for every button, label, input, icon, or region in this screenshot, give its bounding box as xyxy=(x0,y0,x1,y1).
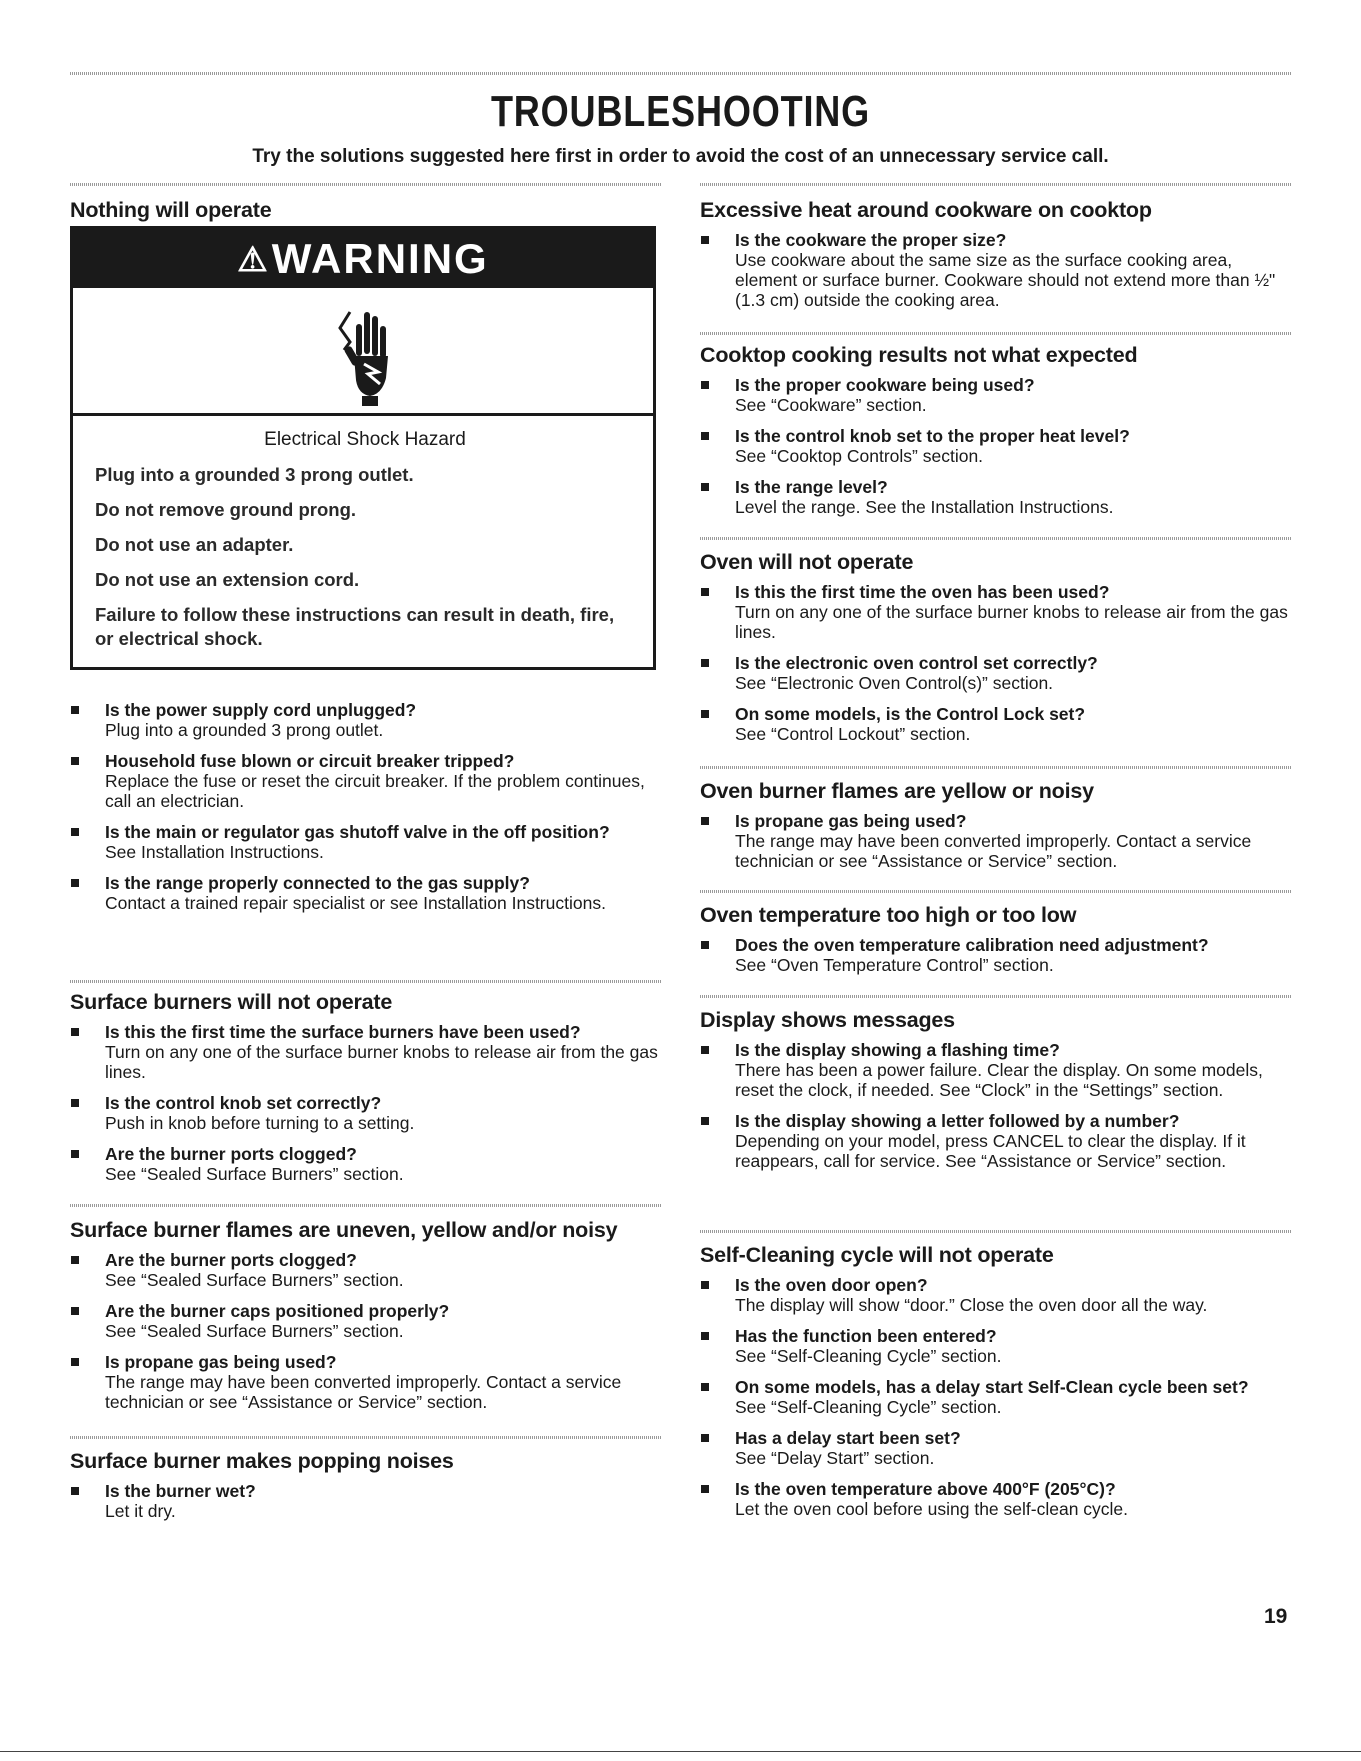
item-list xyxy=(70,700,662,924)
list-item xyxy=(70,1144,662,1184)
item-question: Are the burner ports clogged? xyxy=(105,1143,357,1164)
warning-body xyxy=(95,429,635,662)
section-rule xyxy=(70,1204,662,1207)
bullet-square-icon xyxy=(71,1256,79,1264)
page-title: TROUBLESHOOTING xyxy=(490,87,871,136)
bullet-square-icon xyxy=(701,381,709,389)
bullet-square-icon xyxy=(71,1307,79,1315)
section-heading: Display shows messages xyxy=(700,1008,955,1032)
page-subtitle: Try the solutions suggested here first in order to avoid the cost of an unnecessary service call. xyxy=(252,146,1109,167)
item-answer: See “Delay Start” section. xyxy=(735,1447,935,1468)
item-answer: See “Sealed Surface Burners” section. xyxy=(105,1163,404,1184)
bullet-square-icon xyxy=(701,1281,709,1289)
item-question: Are the burner ports clogged? xyxy=(105,1249,357,1270)
list-item xyxy=(700,935,1292,975)
section-oven-temperature xyxy=(700,903,1292,986)
item-answer: Use cookware about the same size as the surface cooking area, element or surface burner. Cookware should not extend more than ½" (1.3 cm) outside the cooking area. xyxy=(735,249,1276,310)
warning-line: Do not remove ground prong. xyxy=(95,499,357,520)
item-question: Is the display showing a letter followed by a number? xyxy=(735,1110,1180,1131)
item-answer: The range may have been converted improperly. Contact a service technician or see “Assistance or Service” section. xyxy=(105,1371,622,1412)
list-item xyxy=(70,1093,662,1133)
bullet-square-icon xyxy=(701,941,709,949)
warning-box xyxy=(70,226,656,670)
warning-hazard-title: Electrical Shock Hazard xyxy=(264,429,466,450)
section-heading: Nothing will operate xyxy=(70,198,272,222)
section-rule xyxy=(700,766,1292,769)
list-item xyxy=(700,1479,1292,1519)
section-cooktop-results xyxy=(700,343,1292,528)
item-answer: Push in knob before turning to a setting. xyxy=(105,1112,415,1133)
section-surface-flames-uneven xyxy=(70,1218,662,1423)
item-answer: Turn on any one of the surface burner knobs to release air from the gas lines. xyxy=(735,601,1288,642)
item-question: Are the burner caps positioned properly? xyxy=(105,1300,450,1321)
item-question: Has a delay start been set? xyxy=(735,1427,961,1448)
bullet-square-icon xyxy=(71,1150,79,1158)
item-answer: Let it dry. xyxy=(105,1500,176,1521)
item-question: Is the control knob set to the proper heat level? xyxy=(735,425,1130,446)
bullet-square-icon xyxy=(701,1434,709,1442)
section-rule xyxy=(700,1230,1292,1233)
section-rule xyxy=(70,980,662,983)
warning-line: Plug into a grounded 3 prong outlet. xyxy=(95,464,414,485)
item-list xyxy=(700,375,1292,517)
bullet-square-icon xyxy=(701,1485,709,1493)
item-question: Is the oven temperature above 400°F (205°C)? xyxy=(735,1478,1116,1499)
item-question: Does the oven temperature calibration need adjustment? xyxy=(735,934,1209,955)
list-item xyxy=(700,1326,1292,1366)
item-question: Is the display showing a flashing time? xyxy=(735,1039,1060,1060)
bullet-square-icon xyxy=(701,1117,709,1125)
item-list xyxy=(70,1481,662,1521)
item-answer: The range may have been converted improperly. Contact a service technician or see “Assistance or Service” section. xyxy=(735,830,1252,871)
section-rule xyxy=(700,332,1292,335)
section-oven-flames xyxy=(700,779,1292,882)
warning-line: Do not use an extension cord. xyxy=(95,569,360,590)
section-self-cleaning xyxy=(700,1243,1292,1530)
item-list xyxy=(70,1022,662,1184)
section-heading: Surface burner flames are uneven, yellow and/or noisy xyxy=(70,1218,618,1242)
item-answer: See “Sealed Surface Burners” section. xyxy=(105,1320,404,1341)
warning-line: Failure to follow these instructions can result in death, fire, or electrical shock. xyxy=(95,604,615,649)
item-answer: The display will show “door.” Close the oven door all the way. xyxy=(735,1294,1208,1315)
list-item xyxy=(700,230,1292,310)
bullet-square-icon xyxy=(71,879,79,887)
item-answer: Let the oven cool before using the self-clean cycle. xyxy=(735,1498,1129,1519)
bullet-square-icon xyxy=(71,706,79,714)
bullet-square-icon xyxy=(71,1028,79,1036)
right-column xyxy=(700,0,1292,1761)
list-item xyxy=(700,582,1292,642)
section-heading: Excessive heat around cookware on cooktop xyxy=(700,198,1152,222)
section-rule xyxy=(70,1436,662,1439)
item-answer: Level the range. See the Installation Instructions. xyxy=(735,496,1114,517)
section-heading: Surface burner makes popping noises xyxy=(70,1449,454,1473)
item-answer: Depending on your model, press CANCEL to clear the display. If it reappears, call for service. See “Assistance or Service” section. xyxy=(735,1130,1246,1171)
bullet-square-icon xyxy=(701,236,709,244)
item-question: Is the cookware the proper size? xyxy=(735,229,1007,250)
item-answer: Turn on any one of the surface burner knobs to release air from the gas lines. xyxy=(105,1041,658,1082)
section-heading: Surface burners will not operate xyxy=(70,990,393,1014)
list-item xyxy=(700,1377,1292,1417)
bullet-square-icon xyxy=(71,1487,79,1495)
item-question: Is propane gas being used? xyxy=(105,1351,337,1372)
item-answer: There has been a power failure. Clear the display. On some models, reset the clock, if needed. See “Clock” in the “Settings” section. xyxy=(735,1059,1263,1100)
section-rule xyxy=(700,995,1292,998)
bullet-square-icon xyxy=(701,710,709,718)
bullet-square-icon xyxy=(701,432,709,440)
section-heading: Cooktop cooking results not what expected xyxy=(700,343,1138,367)
item-question: Is the proper cookware being used? xyxy=(735,374,1035,395)
item-list xyxy=(70,1250,662,1412)
list-item xyxy=(70,1481,662,1521)
list-item xyxy=(700,1111,1292,1171)
item-list xyxy=(700,811,1292,871)
item-answer: See “Cooktop Controls” section. xyxy=(735,445,984,466)
warning-header xyxy=(73,229,653,288)
section-surface-burners-not-operate xyxy=(70,990,662,1195)
section-heading: Oven will not operate xyxy=(700,550,914,574)
item-question: Is the main or regulator gas shutoff valve in the off position? xyxy=(105,822,610,842)
item-question: On some models, is the Control Lock set? xyxy=(735,703,1086,724)
item-answer: See “Electronic Oven Control(s)” section. xyxy=(735,672,1054,693)
page-number: 19 xyxy=(1264,1605,1288,1628)
list-item xyxy=(70,1250,662,1290)
bottom-rule xyxy=(0,1751,1361,1752)
bullet-square-icon xyxy=(701,483,709,491)
section-heading: Self-Cleaning cycle will not operate xyxy=(700,1243,1054,1267)
section-oven-not-operate xyxy=(700,550,1292,755)
section-display-messages xyxy=(700,1008,1292,1182)
left-column xyxy=(70,0,662,1761)
item-list xyxy=(700,582,1292,744)
item-answer: See “Oven Temperature Control” section. xyxy=(735,954,1054,975)
list-item xyxy=(70,1352,662,1412)
item-answer: Replace the fuse or reset the circuit breaker. If the problem continues, call an electrician. xyxy=(105,771,645,811)
item-answer: See “Control Lockout” section. xyxy=(735,723,971,744)
bullet-square-icon xyxy=(701,1383,709,1391)
item-answer: Contact a trained repair specialist or see Installation Instructions. xyxy=(105,893,606,913)
bullet-square-icon xyxy=(701,659,709,667)
list-item xyxy=(70,751,662,811)
section-rule xyxy=(700,890,1292,893)
item-question: Is the range level? xyxy=(735,476,888,497)
item-answer: See “Cookware” section. xyxy=(735,394,927,415)
bullet-square-icon xyxy=(701,1046,709,1054)
section-excessive-heat xyxy=(700,198,1292,321)
bullet-square-icon xyxy=(71,1099,79,1107)
warning-header-label: WARNING xyxy=(271,235,489,282)
list-item xyxy=(70,1301,662,1341)
list-item xyxy=(700,1275,1292,1315)
list-item xyxy=(700,1040,1292,1100)
section-heading: Oven burner flames are yellow or noisy xyxy=(700,779,1094,803)
bullet-square-icon xyxy=(701,817,709,825)
section-rule xyxy=(700,537,1292,540)
item-answer: See “Self-Cleaning Cycle” section. xyxy=(735,1345,1002,1366)
bullet-square-icon xyxy=(71,1358,79,1366)
list-item xyxy=(70,822,662,862)
item-question: Is the power supply cord unplugged? xyxy=(105,700,417,720)
warning-line: Do not use an adapter. xyxy=(95,534,294,555)
section-nothing-will-operate xyxy=(70,198,662,913)
section-heading: Oven temperature too high or too low xyxy=(700,903,1077,927)
item-answer: See “Sealed Surface Burners” section. xyxy=(105,1269,404,1290)
item-answer: See Installation Instructions. xyxy=(105,842,324,862)
item-answer: Plug into a grounded 3 prong outlet. xyxy=(105,720,384,740)
item-list xyxy=(700,230,1292,310)
item-question: Is the oven door open? xyxy=(735,1274,928,1295)
item-list xyxy=(700,1040,1292,1171)
bullet-square-icon xyxy=(71,828,79,836)
list-item xyxy=(700,704,1292,744)
bullet-square-icon xyxy=(701,1332,709,1340)
warning-icon-area xyxy=(73,288,653,416)
item-question: Is this the first time the oven has been used? xyxy=(735,581,1110,602)
item-question: Is propane gas being used? xyxy=(735,810,967,831)
item-question: Is the range properly connected to the gas supply? xyxy=(105,873,530,893)
item-question: Household fuse blown or circuit breaker tripped? xyxy=(105,751,515,771)
item-question: Is the burner wet? xyxy=(105,1480,256,1501)
item-question: Has the function been entered? xyxy=(735,1325,997,1346)
list-item xyxy=(70,873,662,913)
list-item xyxy=(700,653,1292,693)
electrical-shock-hand-icon xyxy=(336,298,396,408)
list-item xyxy=(700,477,1292,517)
bullet-square-icon xyxy=(71,757,79,765)
list-item xyxy=(700,426,1292,466)
item-question: Is the electronic oven control set correctly? xyxy=(735,652,1098,673)
list-item xyxy=(70,700,662,740)
list-item xyxy=(70,1022,662,1082)
list-item xyxy=(700,1428,1292,1468)
warning-triangle-icon: ⚠ xyxy=(237,241,270,279)
list-item xyxy=(700,811,1292,871)
item-question: On some models, has a delay start Self-Clean cycle been set? xyxy=(735,1376,1249,1397)
item-question: Is the control knob set correctly? xyxy=(105,1092,382,1113)
item-list xyxy=(700,1275,1292,1519)
section-surface-popping xyxy=(70,1449,662,1532)
list-item xyxy=(700,375,1292,415)
item-list xyxy=(700,935,1292,975)
bullet-square-icon xyxy=(701,588,709,596)
item-answer: See “Self-Cleaning Cycle” section. xyxy=(735,1396,1002,1417)
item-question: Is this the first time the surface burners have been used? xyxy=(105,1021,581,1042)
